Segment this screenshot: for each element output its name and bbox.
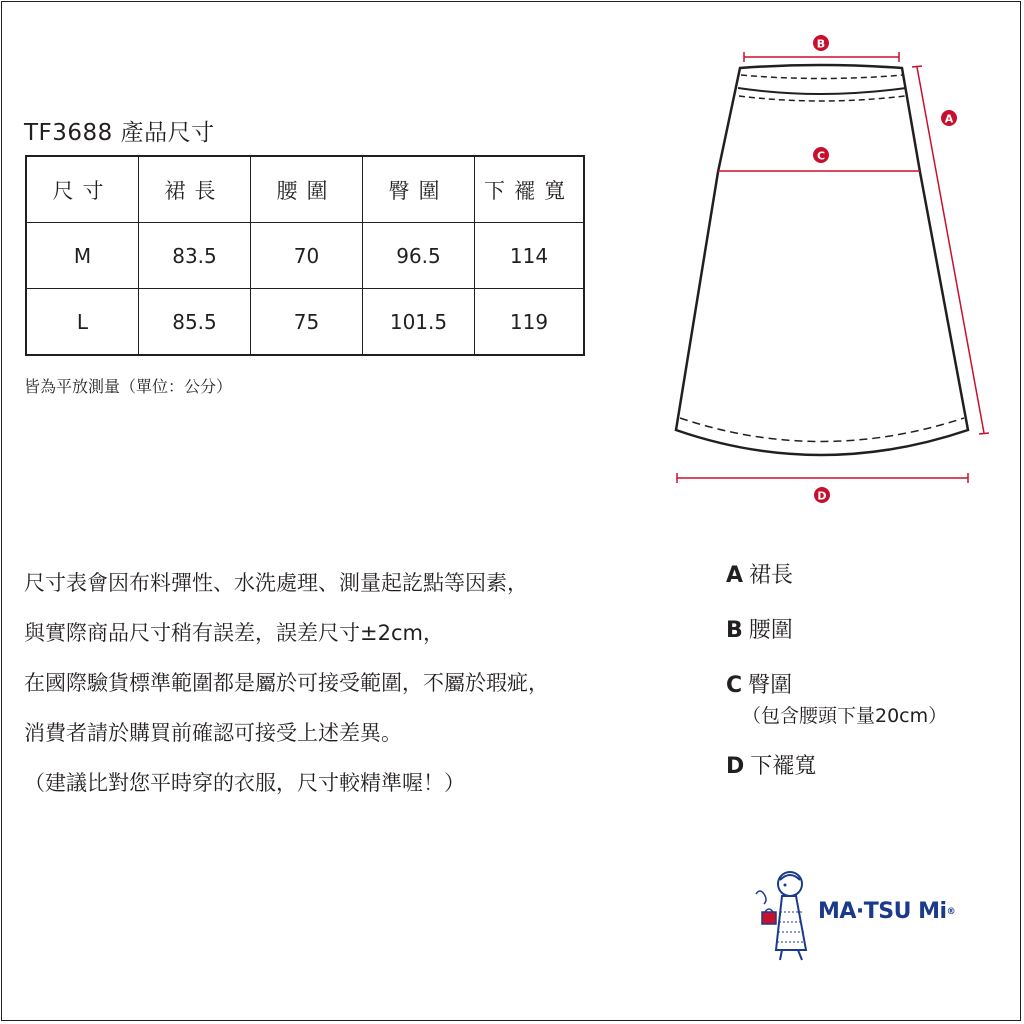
cell-skirt-length: 85.5	[139, 289, 251, 356]
disclaimer-line: 消費者請於購買前確認可接受上述差異。	[24, 721, 402, 745]
header-skirt-length: 裙長	[139, 156, 251, 223]
legend-label: 下襬寬	[750, 754, 817, 779]
measurement-legend	[726, 558, 947, 804]
header-hip: 臀圍	[363, 156, 475, 223]
legend-label: 臀圍	[748, 673, 793, 698]
legend-letter: B	[726, 618, 743, 643]
disclaimer-line: 在國際驗貨標準範圍都是屬於可接受範圍，不屬於瑕疵，	[24, 671, 549, 695]
header-hem-width: 下襬寬	[475, 156, 585, 223]
cell-hip: 101.5	[363, 289, 475, 356]
disclaimer-line: （建議比對您平時穿的衣服，尺寸較精準喔！）	[24, 771, 465, 795]
brand-name	[818, 899, 955, 924]
marker-d: D	[817, 489, 827, 503]
brand-wordmark: MA·TSU Mi	[818, 899, 947, 924]
marker-a: A	[944, 112, 954, 126]
legend-c-note: （包含腰頭下量20cm）	[742, 705, 948, 727]
disclaimer-line: 與實際商品尺寸稍有誤差，誤差尺寸±2cm，	[24, 621, 444, 645]
table-row	[26, 289, 584, 356]
legend-label: 腰圍	[748, 618, 793, 643]
product-title: TF3688 產品尺寸	[24, 120, 215, 146]
cell-size: L	[26, 289, 139, 356]
marker-c: C	[816, 149, 826, 163]
table-row	[26, 223, 584, 289]
legend-letter: C	[726, 673, 743, 698]
registered-mark: ®	[946, 907, 956, 917]
cell-hem-width: 119	[475, 289, 585, 356]
legend-item-d	[726, 749, 947, 804]
cell-size: M	[26, 223, 139, 289]
legend-label: 裙長	[749, 563, 794, 588]
header-waist: 腰圍	[251, 156, 363, 223]
measurement-note: 皆為平放測量（單位：公分）	[24, 377, 233, 396]
cell-hem-width: 114	[475, 223, 585, 289]
skirt-outline	[676, 65, 968, 455]
legend-letter: D	[726, 754, 745, 779]
cell-hip: 96.5	[363, 223, 475, 289]
legend-letter: A	[726, 563, 744, 588]
cell-skirt-length: 83.5	[139, 223, 251, 289]
cell-waist: 70	[251, 223, 363, 289]
table-header-row	[26, 156, 584, 223]
disclaimer-text	[24, 558, 549, 808]
cell-waist: 75	[251, 289, 363, 356]
header-size: 尺寸	[26, 156, 139, 223]
legend-item-b	[726, 613, 947, 668]
marker-b: B	[816, 37, 826, 51]
disclaimer-line: 尺寸表會因布料彈性、水洗處理、測量起訖點等因素，	[24, 571, 528, 595]
legend-item-a	[726, 558, 947, 613]
size-table	[25, 155, 585, 356]
skirt-diagram	[660, 28, 1000, 508]
